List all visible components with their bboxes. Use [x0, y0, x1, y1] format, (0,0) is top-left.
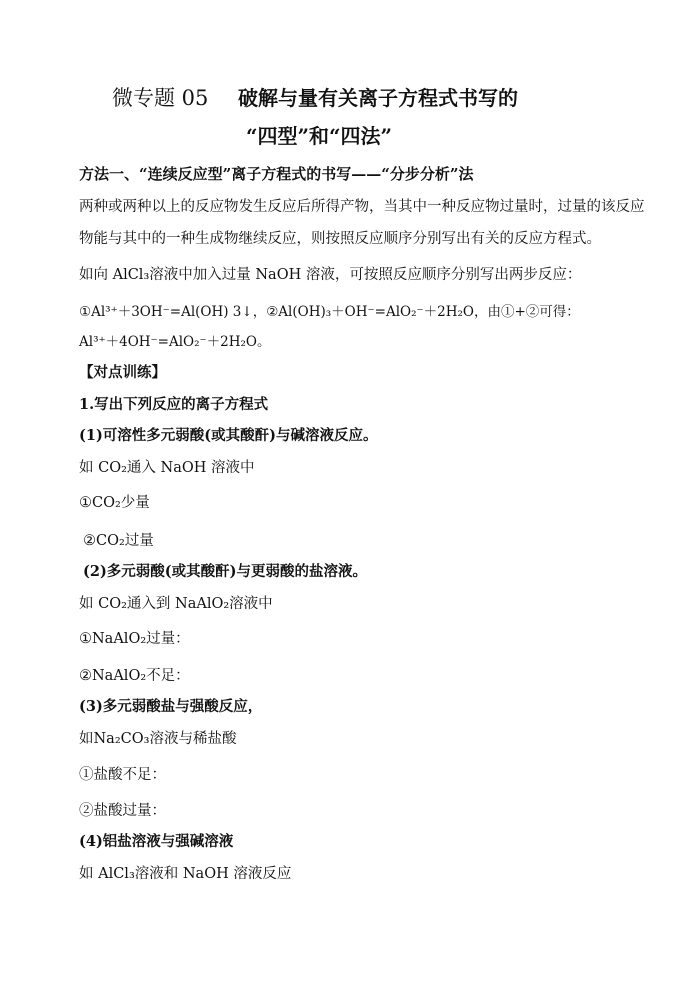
part-1-option-a: ①CO₂少量	[79, 495, 150, 511]
page-title: 破解与量有关离子方程式书写的	[238, 86, 518, 110]
part-2-option-b: ②NaAlO₂不足：	[79, 668, 190, 684]
part-3-title: (3)多元弱酸盐与强酸反应，	[79, 698, 263, 715]
training-label: 【对点训练】	[79, 364, 166, 381]
part-1-example: 如 CO₂通入 NaOH 溶液中	[79, 460, 255, 476]
part-3-example: 如Na₂CO₃溶液与稀盐酸	[79, 731, 237, 747]
title-prefix: 微专题 05	[112, 86, 209, 110]
question-1: 1.写出下列反应的离子方程式	[79, 396, 269, 413]
part-4-title: (4)铝盐溶液与强碱溶液	[79, 833, 234, 850]
part-2-title: (2)多元弱酸(或其酸酐)与更弱酸的盐溶液。	[83, 563, 368, 580]
part-1-title: (1)可溶性多元弱酸(或其酸酐)与碱溶液反应。	[79, 427, 378, 444]
part-1-option-b: ②CO₂过量	[83, 533, 154, 549]
part-3-option-b: ②盐酸过量：	[79, 803, 166, 819]
part-4-example: 如 AlCl₃溶液和 NaOH 溶液反应	[79, 866, 292, 882]
part-2-option-a: ①NaAlO₂过量：	[79, 631, 190, 647]
method-example: 如向 AlCl₃溶液中加入过量 NaOH 溶液，可按照反应顺序分别写出两步反应：	[79, 267, 582, 283]
page-subtitle: “四型”和“四法”	[246, 124, 393, 148]
method-heading: 方法一、“连续反应型”离子方程式的书写——“分步分析”法	[79, 165, 474, 183]
equation-line-2: Al³⁺＋4OH⁻=AlO₂⁻＋2H₂O。	[79, 334, 271, 350]
method-description-line-2: 物能与其中的一种生成物继续反应，则按照反应顺序分别写出有关的反应方程式。	[79, 231, 601, 247]
part-3-option-a: ①盐酸不足：	[79, 767, 166, 783]
part-2-example: 如 CO₂通入到 NaAlO₂溶液中	[79, 596, 273, 612]
equation-line-1: ①Al³⁺＋3OH⁻=Al(OH) 3↓，②Al(OH)₃＋OH⁻=AlO₂⁻＋2H₂O，由①+②可得：	[79, 304, 580, 320]
method-description-line-1: 两种或两种以上的反应物发生反应后所得产物，当其中一种反应物过量时，过量的该反应	[79, 199, 645, 215]
